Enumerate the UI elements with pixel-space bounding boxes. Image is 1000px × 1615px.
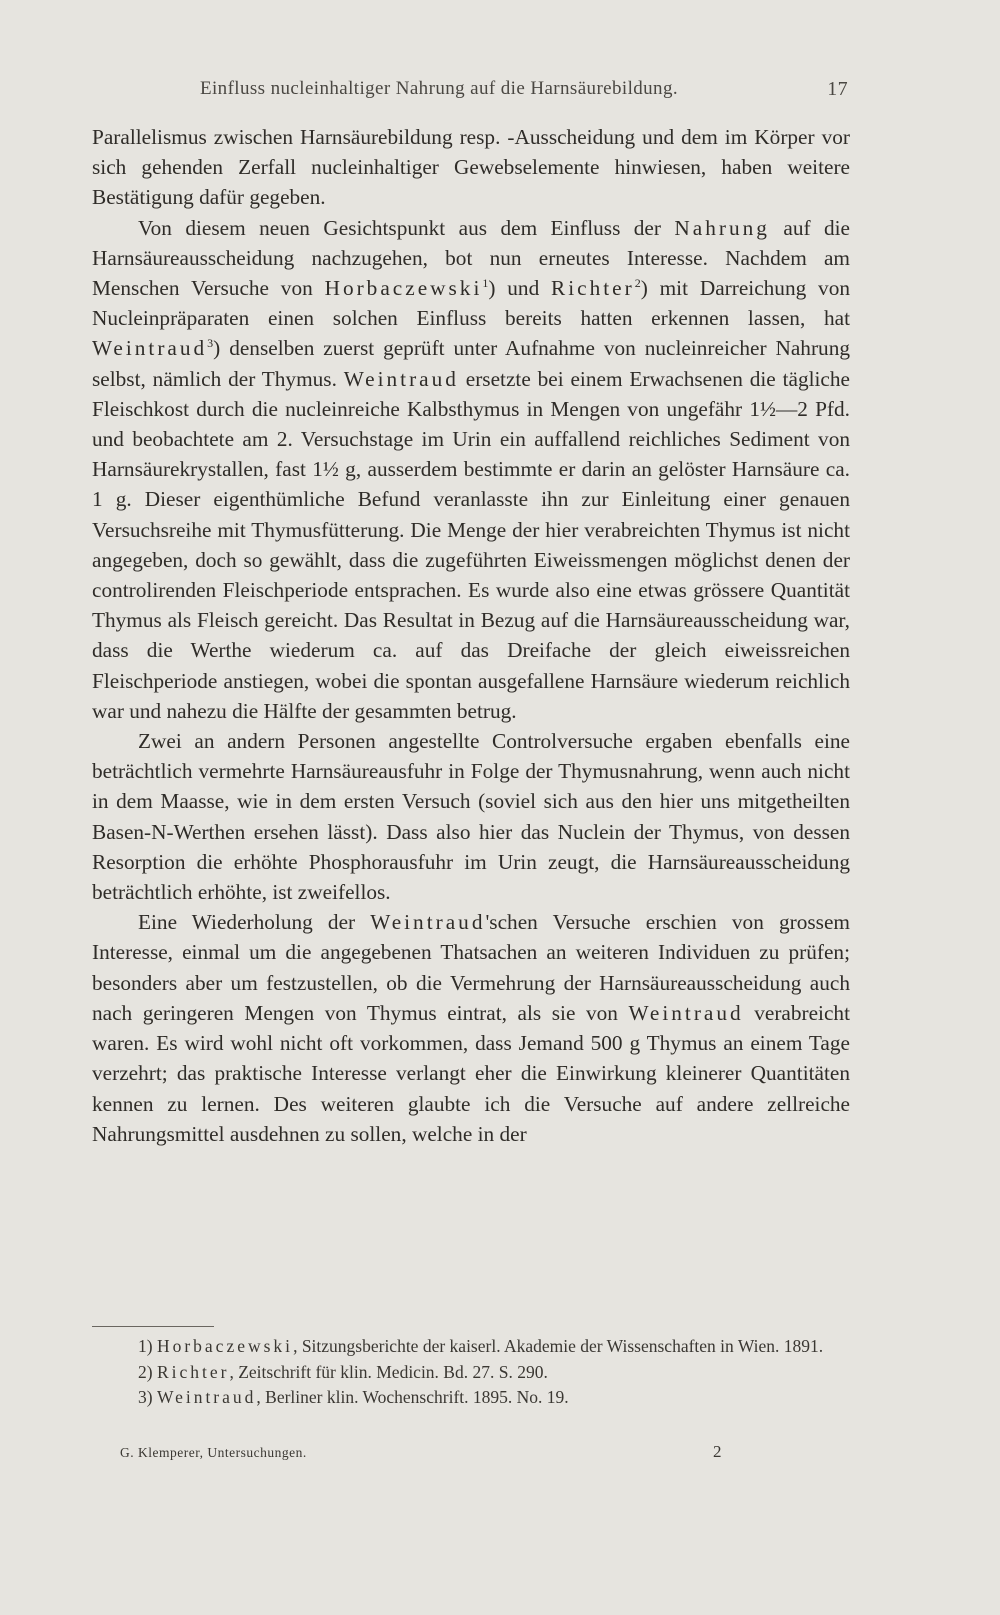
footnote-2	[92, 1360, 850, 1386]
p4-author-weintraud-2: Weintraud	[628, 1000, 744, 1025]
p2-text-b: auf die Harnsäureausscheidung nachzugehen, bot nun erneutes Interesse. Nachdem am Menschen Versuche von	[92, 215, 850, 301]
p2-spaced-nahrung: Nahrung	[674, 215, 770, 240]
footnote-text: , Berliner klin. Wochenschrift. 1895. No. 19.	[256, 1387, 569, 1407]
page-number: 17	[827, 78, 848, 100]
p4-text-c: verabreicht waren. Es wird wohl nicht oft vorkommen, dass Jemand 500 g Thymus an einem Tage verzehrt; das praktische Interesse verlangt eher die Einwirkung kleinerer Quantitäten kennen zu lernen. Des weiteren glaubte ich die Versuche auf andere zellreiche Nahrungsmittel ausdehnen zu sollen, welche in der	[92, 1000, 850, 1146]
paragraph-3: Zwei an andern Personen angestellte Controlversuche ergaben ebenfalls eine beträchtlich vermehrte Harnsäureausfuhr in Folge der Thymusnahrung, wenn auch nicht in dem Maasse, wie in dem ersten Versuch (soviel sich aus den hier uns mitgetheilten Basen-N-Werthen ersehen lässt). Dass also hier das Nuclein der Thymus, von dessen Resorption die erhöhte Phosphorausfuhr im Urin zeugt, die Harnsäureausscheidung beträchtlich erhöhte, ist zweifellos.	[92, 729, 850, 905]
footnote-text: , Zeitschrift für klin. Medicin. Bd. 27. S. 290.	[229, 1361, 548, 1382]
p2-author-weintraud-2: Weintraud	[343, 366, 459, 391]
footnote-number: 1)	[138, 1336, 153, 1356]
running-head-title: Einfluss nucleinhaltiger Nahrung auf die Harnsäurebildung.	[200, 78, 679, 99]
footnotes	[92, 1334, 850, 1411]
p2-author-weintraud: Weintraud	[92, 336, 208, 361]
footnote-author: Richter	[156, 1361, 230, 1382]
footnote-author: Weintraud	[156, 1387, 257, 1407]
footnote-ref-2: 2	[634, 276, 641, 291]
p2-author-richter: Richter	[551, 276, 635, 301]
p2-text-d: ) mit Darreichung von Nucleinpräparaten einen solchen Einfluss bereits hatten erkennen lassen, hat	[92, 276, 851, 331]
footnote-rule	[92, 1326, 214, 1327]
paragraph-2	[92, 213, 850, 726]
p2-text-a: Von diesem neuen Gesichtspunkt aus dem Einfluss der	[138, 215, 675, 240]
footnote-text: , Sitzungsberichte der kaiserl. Akademie der Wissenschaften in Wien. 1891.	[293, 1336, 824, 1356]
paragraph-4	[92, 907, 850, 1149]
footnote-3	[92, 1385, 850, 1411]
footnote-ref-1: 1	[482, 276, 489, 291]
p2-text-c: ) und	[488, 276, 552, 301]
footnote-number: 2)	[138, 1361, 153, 1382]
running-head	[92, 78, 848, 104]
p2-author-horbaczewski: Horbaczewski	[324, 276, 483, 301]
footnote-number: 3)	[138, 1387, 153, 1407]
paragraph-1: Parallelismus zwischen Harnsäurebildung resp. -Ausscheidung und dem im Körper vor sich gehenden Zerfall nucleinhaltiger Gewebselemente hinwiesen, haben weitere Bestätigung dafür gegeben.	[92, 125, 850, 210]
footnote-ref-3: 3	[207, 336, 214, 351]
p4-text-b: 'schen Versuche erschien von grossem Interesse, einmal um die angegebenen Thatsachen an weiteren Individuen zu prüfen; besonders aber um festzustellen, ob die Vermehrung der Harnsäureausscheidung auch nach geringeren Mengen von Thymus eintrat, als sie von	[92, 910, 850, 1025]
footnote-1	[92, 1334, 850, 1360]
signature-line	[120, 1442, 722, 1467]
p4-author-weintraud: Weintraud	[370, 910, 486, 935]
p2-text-f: ersetzte bei einem Erwachsenen die tägliche Fleischkost durch die nucleinreiche Kalbsthymus in Mengen von ungefähr 1½—2 Pfd. und beobachtete am 2. Versuchstage im Urin ein auffallend reichliches Sediment von Harnsäurekrystallen, fast 1½ g, ausserdem bestimmte er darin an gelöster Harnsäure ca. 1 g. Dieser eigenthümliche Befund veranlasste ihn zur Einleitung einer genauen Versuchsreihe mit Thymusfütterung. Die Menge der hier verabreichten Thymus ist nicht angegeben, doch so gewählt, dass die zugeführten Eiweissmengen möglichst denen der controlirenden Fleischperiode entsprachen. Es wurde also eine etwas grössere Quantität Thymus als Fleisch gereicht. Das Resultat in Bezug auf die Harnsäureausscheidung war, dass die Werthe wiederum ca. auf das Dreifache der gleich eiweissreichen Fleischperiode anstiegen, wobei die spontan ausgefallene Harnsäure wiederum reichlich war und nahezu die Hälfte der gesammten betrug.	[92, 366, 850, 723]
signature-text: G. Klemperer, Untersuchungen.	[120, 1445, 307, 1460]
body-text	[92, 122, 850, 1149]
signature-number: 2	[713, 1442, 722, 1461]
p4-text-a: Eine Wiederholung der	[138, 910, 371, 935]
p2-text-e: ) denselben zuerst geprüft unter Aufnahme von nucleinreicher Nahrung selbst, nämlich der Thymus.	[92, 336, 850, 391]
footnote-author: Horbaczewski	[156, 1336, 294, 1356]
